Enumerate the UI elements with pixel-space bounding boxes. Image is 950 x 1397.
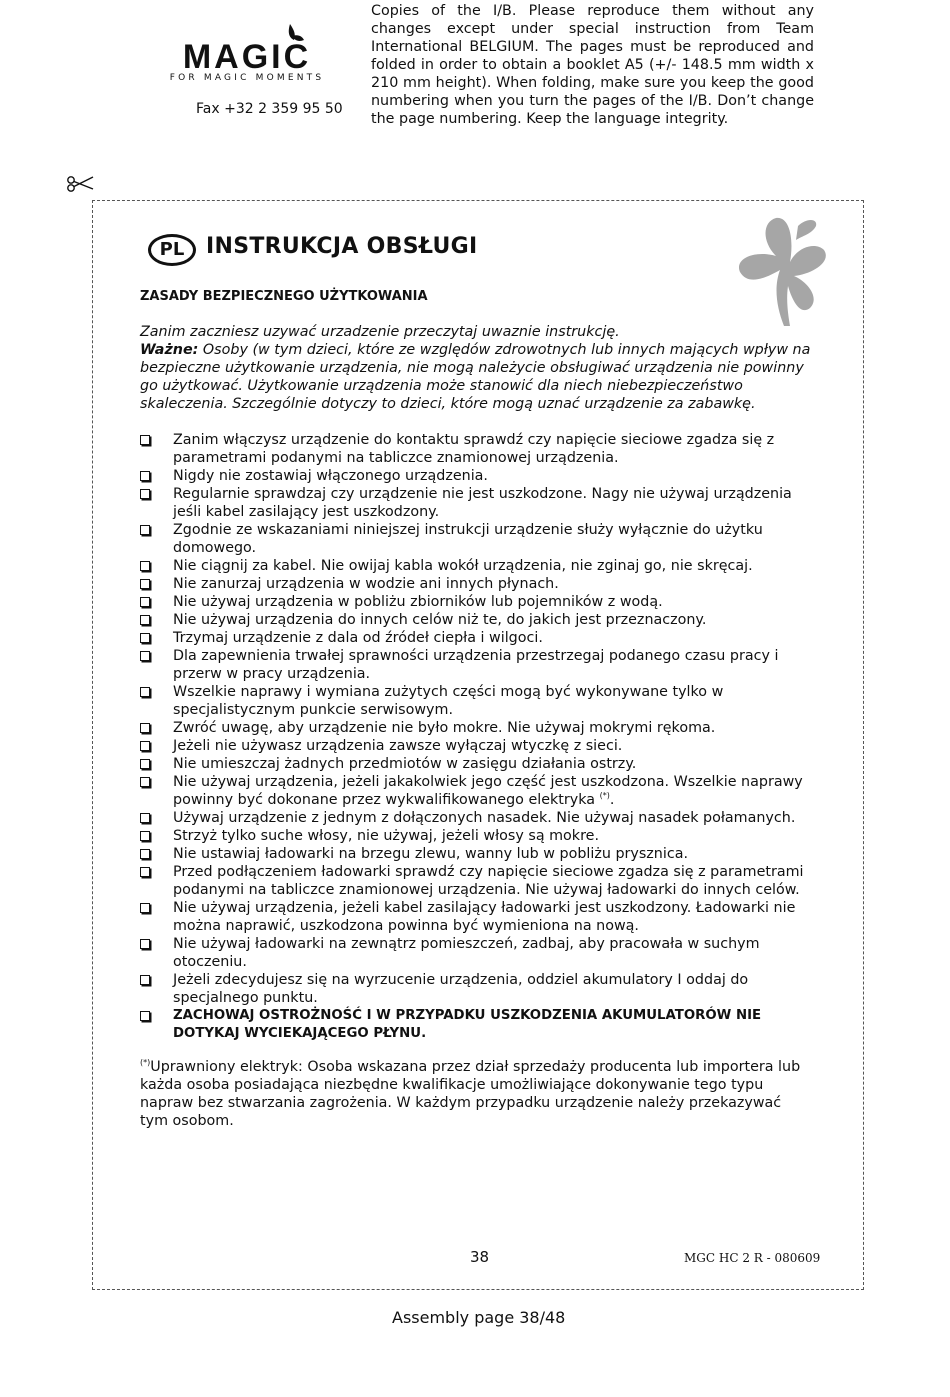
footnote-text: Uprawniony elektryk: Osoba wskazana przez dział sprzedaży producenta lub importera lub każda osoba posiadająca niezbędne kwalifikacje umożliwiające dokonywanie tego typu napraw bez stwarzania zagrożenia. W każdym przypadku urządzenie należy przekazywać tym osobom.: [140, 1059, 801, 1129]
list-item: [140, 575, 812, 593]
list-item: [140, 863, 812, 899]
rule-text: Nie ciągnij za kabel. Nie owijaj kabla wokół urządzenia, nie zginaj go, nie skręcaj.: [173, 558, 753, 574]
list-item: [140, 593, 812, 611]
warning-item: [140, 1007, 812, 1043]
checkbox-bullet-icon: [140, 831, 150, 841]
list-item: [140, 683, 812, 719]
checkbox-bullet-icon: [140, 867, 150, 877]
section-title: ZASADY BEZPIECZNEGO UŻYTKOWANIA: [140, 289, 428, 304]
rule-text: Nie używaj urządzenia, jeżeli jakakolwiek jego część jest uszkodzona. Wszelkie naprawy powinny być dokonane przez wykwalifikowanego elektryka: [173, 774, 803, 808]
rule-text: Używaj urządzenie z jednym z dołączonych nasadek. Nie używaj nasadek połamanych.: [173, 810, 796, 826]
list-item: [140, 755, 812, 773]
logo-tagline: FOR MAGIC MOMENTS: [169, 73, 325, 83]
rule-text: Nie używaj urządzenia w pobliżu zbiorników lub pojemników z wodą.: [173, 594, 663, 610]
logo-wordmark: MAGIC: [182, 38, 312, 76]
rule-end: .: [609, 792, 615, 808]
checkbox-bullet-icon: [140, 975, 150, 985]
intro-line: Zanim zaczniesz uzywać urzadzenie przeczytaj uwaznie instrukcję.: [140, 324, 620, 340]
checkbox-bullet-icon: [140, 723, 150, 733]
list-item: [140, 935, 812, 971]
checkbox-bullet-icon: [140, 435, 150, 445]
page-title: INSTRUKCJA OBSŁUGI: [206, 234, 478, 259]
rule-text: Nie zanurzaj urządzenia w wodzie ani innych płynach.: [173, 576, 559, 592]
important-text: Osoby (w tym dzieci, które ze względów zdrowotnych lub innych mających wpływ na bezpieczne użytkowanie urządzenia, nie mogą należycie obsługiwać urządzenia nie powinny go użytkować. Użytkowanie urządzenia może stanowić dla niech niebezpieczeństwo skaleczenia. Szczególnie dotyczy to dzieci, które mogą uznać urządzenie za zabawkę.: [140, 342, 811, 412]
footnote: [140, 1058, 812, 1130]
important-paragraph: [140, 341, 812, 413]
warning-text: ZACHOWAJ OSTROŻNOŚĆ I W PRZYPADKU USZKODZENIA AKUMULATORÓW NIE DOTYKAJ WYCIEKAJĄCEGO PŁYNU.: [173, 1008, 762, 1041]
footnote-marker: (*): [140, 1058, 151, 1068]
checkbox-bullet-icon: [140, 633, 150, 643]
rule-text: Nie używaj ładowarki na zewnątrz pomieszczeń, zadbaj, aby pracowała w suchym otoczeniu.: [173, 936, 760, 970]
checkbox-bullet-icon: [140, 561, 150, 571]
reproduction-note: Copies of the I/B. Please reproduce them without any changes except under special instruction from Team International BELGIUM. The pages must be reproduced and folded in order to obtain a booklet A5 (+/- 148.5 mm width x 210 mm height). When folding, make sure you keep the good numbering when you turn the pages of the I/B. Don’t change the page numbering. Keep the language integrity.: [371, 3, 814, 127]
list-item: [140, 827, 812, 845]
butterfly-icon: [736, 216, 836, 332]
magic-logo: [142, 22, 352, 84]
language-badge: PL: [148, 234, 196, 266]
rule-text: Jeżeli nie używasz urządzenia zawsze wyłączaj wtyczkę z sieci.: [173, 738, 623, 754]
rule-text: Zwróć uwagę, aby urządzenie nie było mokre. Nie używaj mokrymi rękoma.: [173, 720, 716, 736]
rule-text: Zanim włączysz urządzenie do kontaktu sprawdź czy napięcie sieciowe zgadza się z parametrami podanymi na tabliczce znamionowej urządzenia.: [173, 432, 775, 466]
list-item: [140, 557, 812, 575]
list-item: [140, 845, 812, 863]
checkbox-bullet-icon: [140, 489, 150, 499]
list-item: [140, 971, 812, 1007]
checkbox-bullet-icon: [140, 759, 150, 769]
checkbox-bullet-icon: [140, 939, 150, 949]
checkbox-bullet-icon: [140, 777, 150, 787]
fax-number: Fax +32 2 359 95 50: [196, 101, 343, 117]
checkbox-bullet-icon: [140, 615, 150, 625]
checkbox-bullet-icon: [140, 687, 150, 697]
list-item: [140, 899, 812, 935]
footnote-ref: (*): [599, 791, 610, 801]
checkbox-bullet-icon: [140, 813, 150, 823]
rule-text: Regularnie sprawdzaj czy urządzenie nie jest uszkodzone. Nagy nie używaj urządzenia jeśli kabel zasilający jest uszkodzony.: [173, 486, 792, 520]
list-item: [140, 809, 812, 827]
rule-text: Nie używaj urządzenia, jeżeli kabel zasilający ładowarki jest uszkodzony. Ładowarki nie można naprawić, uszkodzona powinna być wymieniona na nową.: [173, 900, 796, 934]
document-code: MGC HC 2 R - 080609: [684, 1251, 821, 1265]
rule-text: Nigdy nie zostawiaj włączonego urządzenia.: [173, 468, 488, 484]
rule-text: Wszelkie naprawy i wymiana zużytych części mogą być wykonywane tylko w specjalistycznym punkcie serwisowym.: [173, 684, 724, 718]
list-item: [140, 521, 812, 557]
list-item: [140, 629, 812, 647]
scissors-icon: [66, 172, 94, 194]
rule-text: Strzyż tylko suche włosy, nie używaj, jeżeli włosy są mokre.: [173, 828, 599, 844]
assembly-page: Assembly page 38/48: [392, 1308, 566, 1327]
list-item: [140, 431, 812, 467]
checkbox-bullet-icon: [140, 579, 150, 589]
rule-text: Przed podłączeniem ładowarki sprawdź czy napięcie sieciowe zgadza się z parametrami podanymi na tabliczce znamionowej urządzenia. Nie używaj ładowarki do innych celów.: [173, 864, 804, 898]
list-item: [140, 647, 812, 683]
list-item: [140, 467, 812, 485]
checkbox-bullet-icon: [140, 471, 150, 481]
checkbox-bullet-icon: [140, 1011, 150, 1021]
important-label: Ważne:: [140, 342, 199, 358]
checkbox-bullet-icon: [140, 741, 150, 751]
rule-text: Dla zapewnienia trwałej sprawności urządzenia przestrzegaj podanego czasu pracy i przerw w pracy urządzenia.: [173, 648, 779, 682]
list-item: [140, 719, 812, 737]
rule-text: Zgodnie ze wskazaniami niniejszej instrukcji urządzenie służy wyłącznie do użytku domowego.: [173, 522, 763, 556]
list-item: [140, 773, 812, 809]
checkbox-bullet-icon: [140, 903, 150, 913]
checkbox-bullet-icon: [140, 849, 150, 859]
rule-text: Nie ustawiaj ładowarki na brzegu zlewu, wanny lub w pobliżu prysznica.: [173, 846, 689, 862]
checkbox-bullet-icon: [140, 651, 150, 661]
list-item: [140, 485, 812, 521]
safety-rules-list: [140, 431, 812, 1043]
rule-text: Trzymaj urządzenie z dala od źródeł ciepła i wilgoci.: [173, 630, 543, 646]
rule-text: Nie umieszczaj żadnych przedmiotów w zasięgu działania ostrzy.: [173, 756, 637, 772]
rule-text: Nie używaj urządzenia do innych celów niż te, do jakich jest przeznaczony.: [173, 612, 707, 628]
list-item: [140, 737, 812, 755]
checkbox-bullet-icon: [140, 597, 150, 607]
rule-text: Jeżeli zdecydujesz się na wyrzucenie urządzenia, oddziel akumulatory I oddaj do specjalnego punktu.: [173, 972, 749, 1006]
page-number: 38: [470, 1248, 490, 1266]
list-item: [140, 611, 812, 629]
checkbox-bullet-icon: [140, 525, 150, 535]
intro-paragraph: [140, 323, 812, 413]
